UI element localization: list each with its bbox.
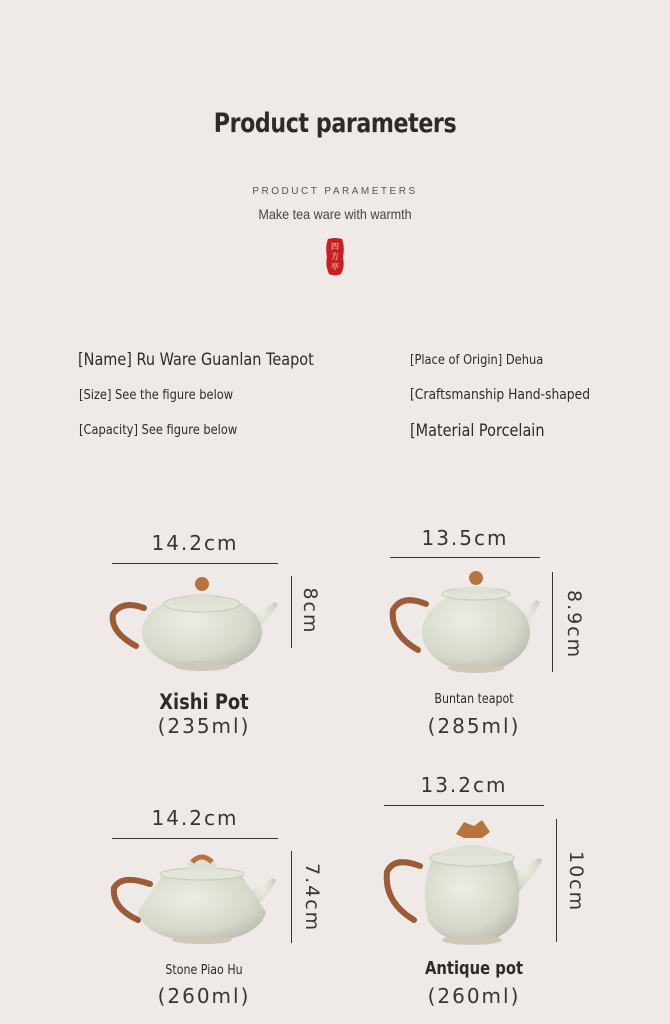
pot-height-label: 8cm [299, 587, 321, 635]
param-origin: [Place of Origin] Dehua [410, 353, 544, 368]
xishi-teapot-image [108, 574, 280, 674]
pot-height-label: 8.9cm [563, 590, 585, 660]
pot-name: Xishi Pot [159, 690, 249, 714]
svg-text:四: 四 [331, 242, 339, 251]
pot-width-label: 13.5cm [421, 526, 509, 550]
pot-height-label: 7.4cm [301, 863, 323, 933]
param-name: [Name] Ru Ware Guanlan Teapot [78, 350, 314, 370]
red-seal-logo [324, 237, 346, 277]
antique-teapot-image [382, 816, 546, 946]
pot-capacity: (235ml) [157, 714, 251, 738]
width-rule [384, 805, 544, 806]
width-rule [112, 563, 278, 564]
param-material: [Material Porcelain [410, 421, 545, 441]
pot-height-label: 10cm [565, 851, 587, 913]
pot-width-label: 14.2cm [151, 531, 239, 555]
width-rule [112, 838, 278, 839]
pot-width-label: 13.2cm [420, 773, 508, 797]
pot-name: Buntan teapot [434, 692, 514, 707]
height-rule [556, 819, 557, 942]
page-title: Product parameters [213, 108, 457, 139]
svg-text:方: 方 [331, 252, 339, 261]
pot-capacity: (260ml) [157, 984, 251, 1008]
param-craft: [Craftsmanship Hand-shaped [410, 387, 591, 403]
pot-capacity: (260ml) [427, 984, 521, 1008]
pot-width-label: 14.2cm [151, 806, 239, 830]
svg-text:亭: 亭 [331, 262, 339, 271]
width-rule [390, 557, 540, 558]
stone-piao-teapot-image [108, 850, 280, 946]
height-rule [552, 572, 553, 672]
height-rule [291, 851, 292, 943]
pot-capacity: (285ml) [427, 714, 521, 738]
param-capacity: [Capacity] See figure below [79, 423, 238, 438]
pot-name: Antique pot [424, 958, 524, 979]
pot-name: Stone Piao Hu [165, 963, 243, 978]
tagline: Make tea ware with warmth [258, 206, 412, 222]
buntan-teapot-image [388, 570, 544, 674]
height-rule [291, 576, 292, 648]
section-caps-label: PRODUCT PARAMETERS [252, 186, 418, 197]
param-size: [Size] See the figure below [79, 388, 234, 403]
